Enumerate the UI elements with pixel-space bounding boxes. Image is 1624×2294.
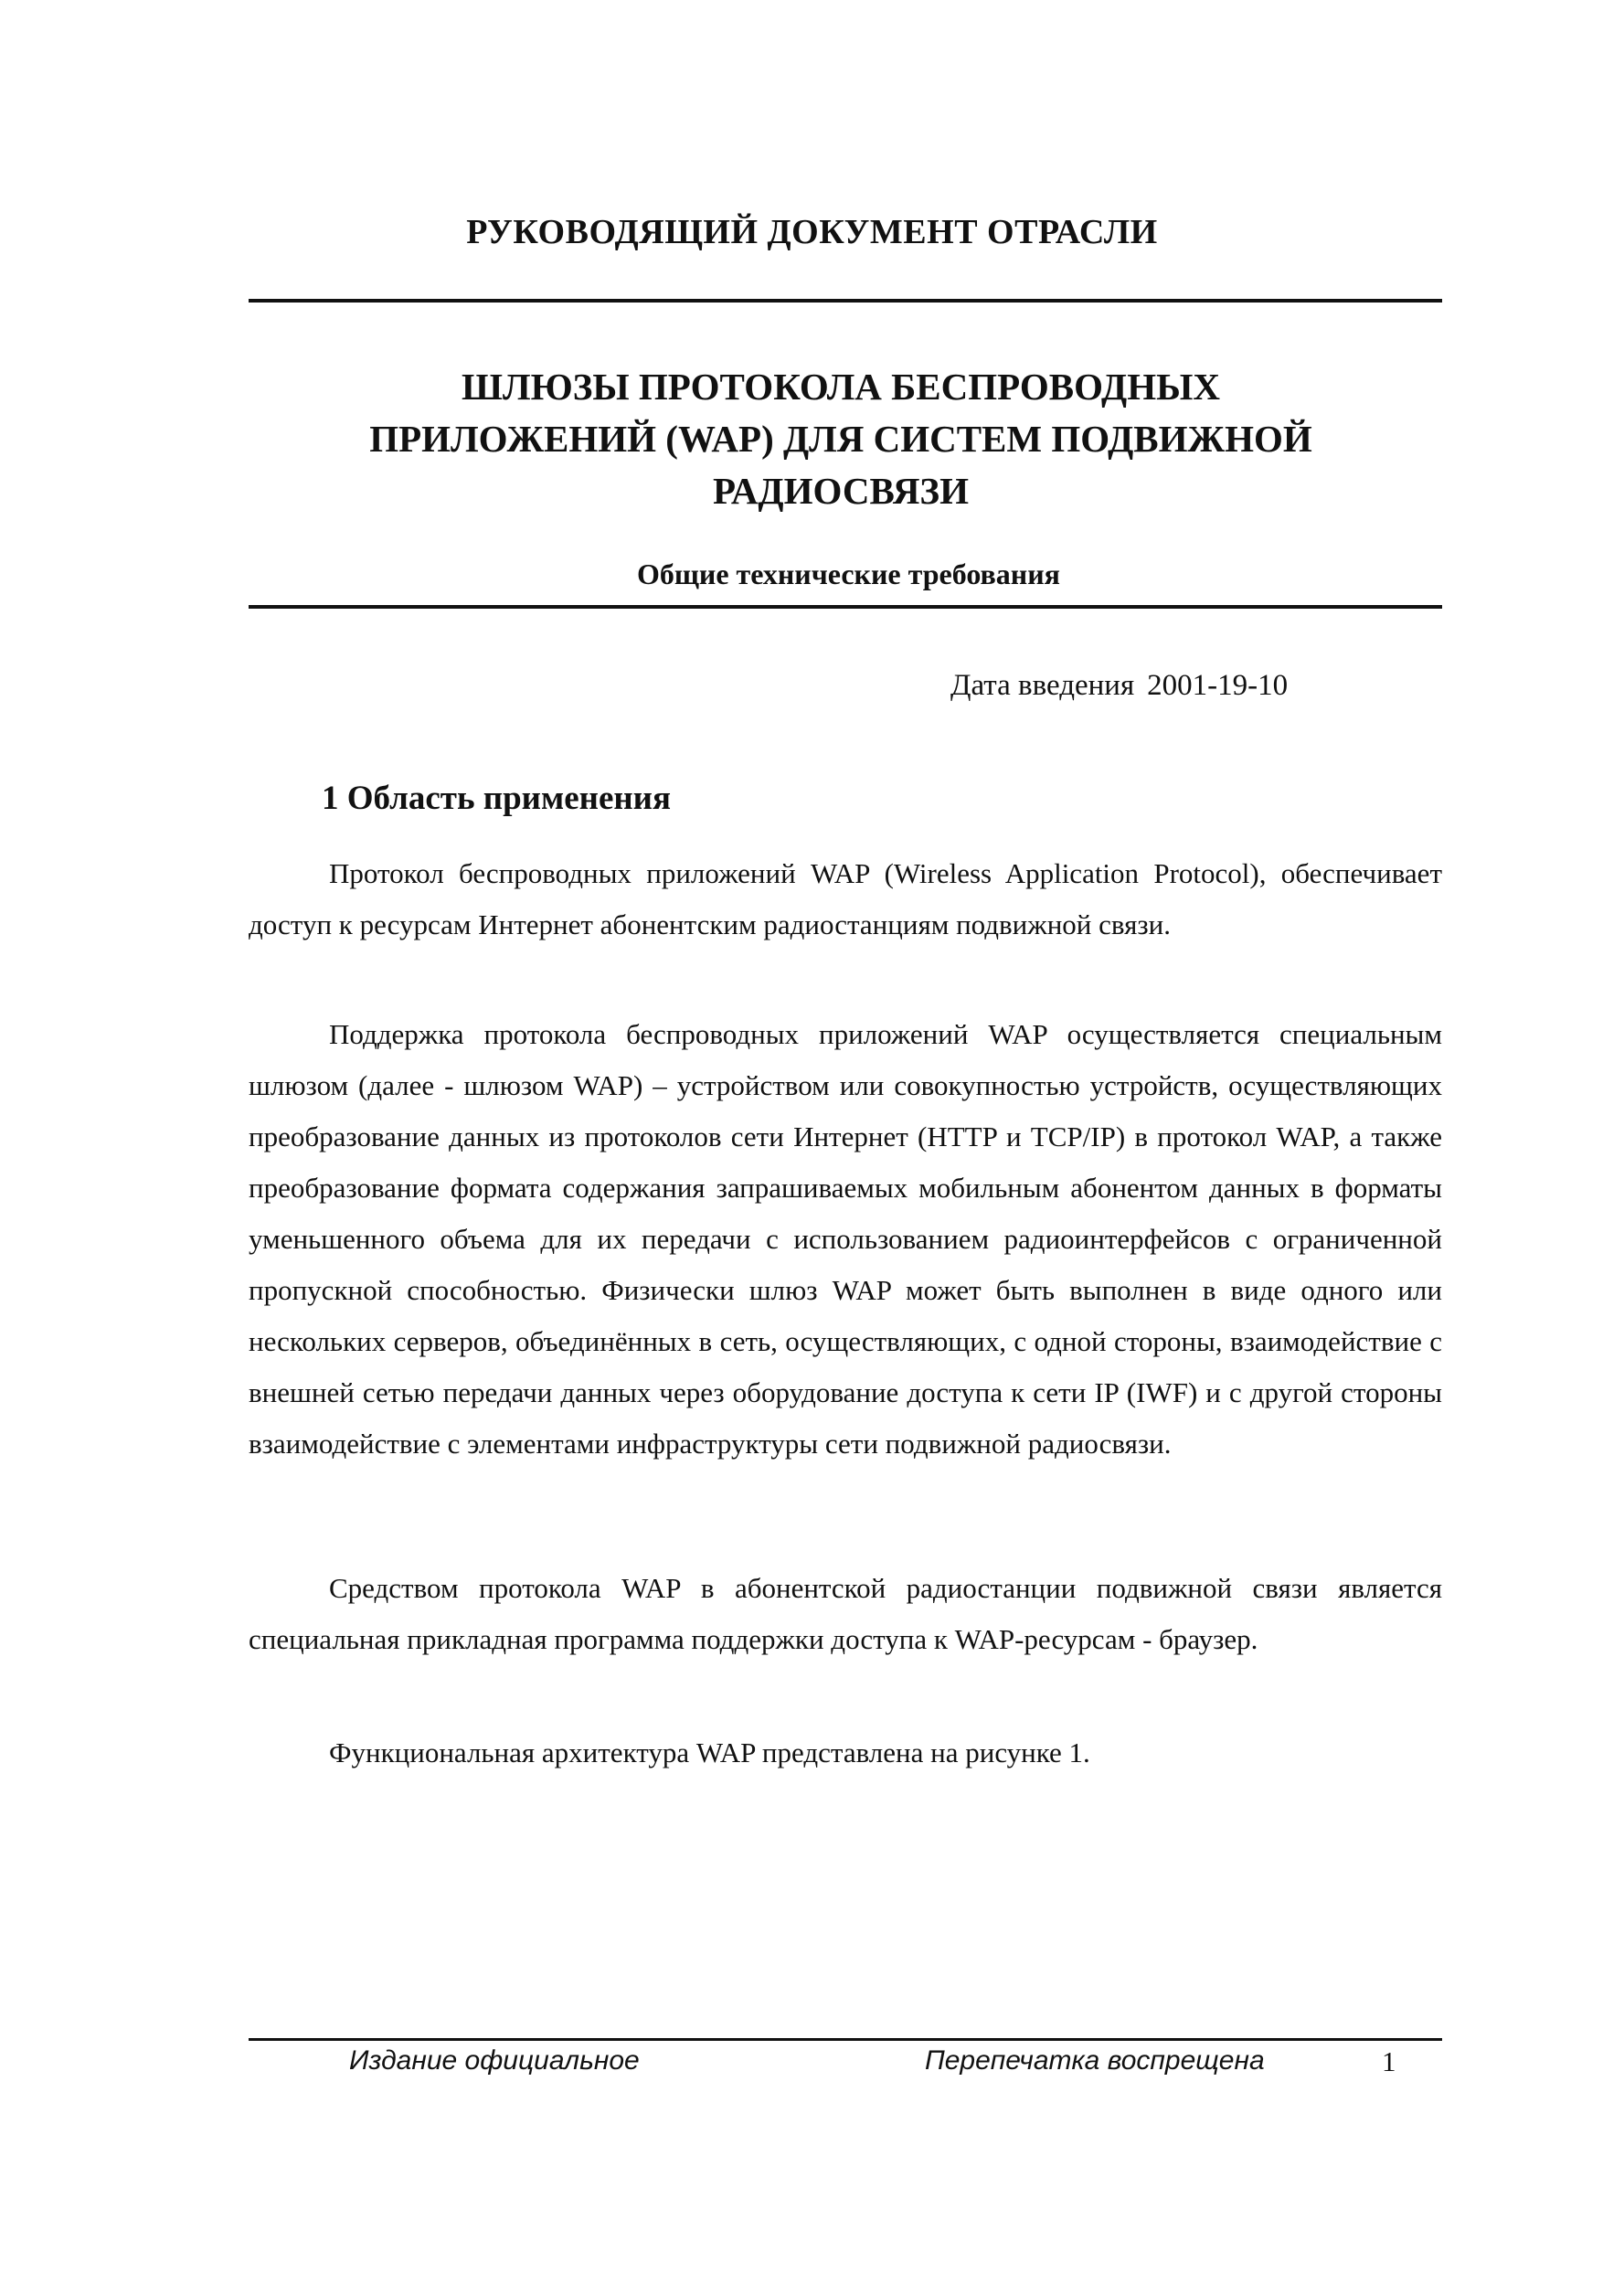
subtitle-divider [249, 605, 1442, 609]
introduction-date-label: Дата введения [950, 669, 1135, 702]
document-title [274, 361, 1407, 517]
page-number: 1 [1382, 2045, 1396, 2077]
paragraph: Протокол беспроводных приложений WAP (Wireless Application Protocol), обеспечивает доступ к ресурсам Интернет абонентским радиостанциям подвижной связи. [249, 857, 1442, 940]
introduction-date [950, 669, 1288, 703]
title-line-2: ПРИЛОЖЕНИЙ (WAP) ДЛЯ СИСТЕМ ПОДВИЖНОЙ [369, 418, 1312, 460]
paragraph: Средством протокола WAP в абонентской радиостанции подвижной связи является специальная прикладная программа поддержки доступа к WAP-ресурсам - браузер. [249, 1572, 1442, 1655]
title-line-1: ШЛЮЗЫ ПРОТОКОЛА БЕСПРОВОДНЫХ [462, 366, 1220, 408]
paragraph: Поддержка протокола беспроводных приложений WAP осуществляется специальным шлюзом (далее - шлюзом WAP) – устройством или совокупностью устройств, осуществляющих преобразование данных из протоколов сети Интернет (HTTP и TCP/IP) в протокол WAP, а также преобразование формата содержания запрашиваемых мобильным абонентом данных в форматы уменьшенного объема для их передачи с использованием радиоинтерфейсов с ограниченной пропускной способностью. Физически шлюз WAP может быть выполнен в виде одного или нескольких серверов, объединённых в сеть, осуществляющих, с одной стороны, взаимодействие с внешней сетью передачи данных через оборудование доступа к сети IP (IWF) и с другой стороны взаимодействие с элементами инфраструктуры сети подвижной радиосвязи. [249, 1018, 1442, 1460]
reprint-note: Перепечатка воспрещена [925, 2045, 1265, 2076]
document-type-header: РУКОВОДЯЩИЙ ДОКУМЕНТ ОТРАСЛИ [466, 213, 1158, 251]
footer-divider [249, 2038, 1442, 2041]
edition-note: Издание официальное [349, 2045, 640, 2076]
title-line-3: РАДИОСВЯЗИ [713, 470, 969, 512]
section-heading: 1 Область применения [322, 780, 672, 817]
header-divider [249, 299, 1442, 303]
paragraph: Функциональная архитектура WAP представлена на рисунке 1. [329, 1736, 1090, 1768]
introduction-date-value: 2001-19-10 [1147, 669, 1289, 702]
page-footer [249, 2045, 1442, 2091]
document-subtitle: Общие технические требования [637, 558, 1060, 590]
